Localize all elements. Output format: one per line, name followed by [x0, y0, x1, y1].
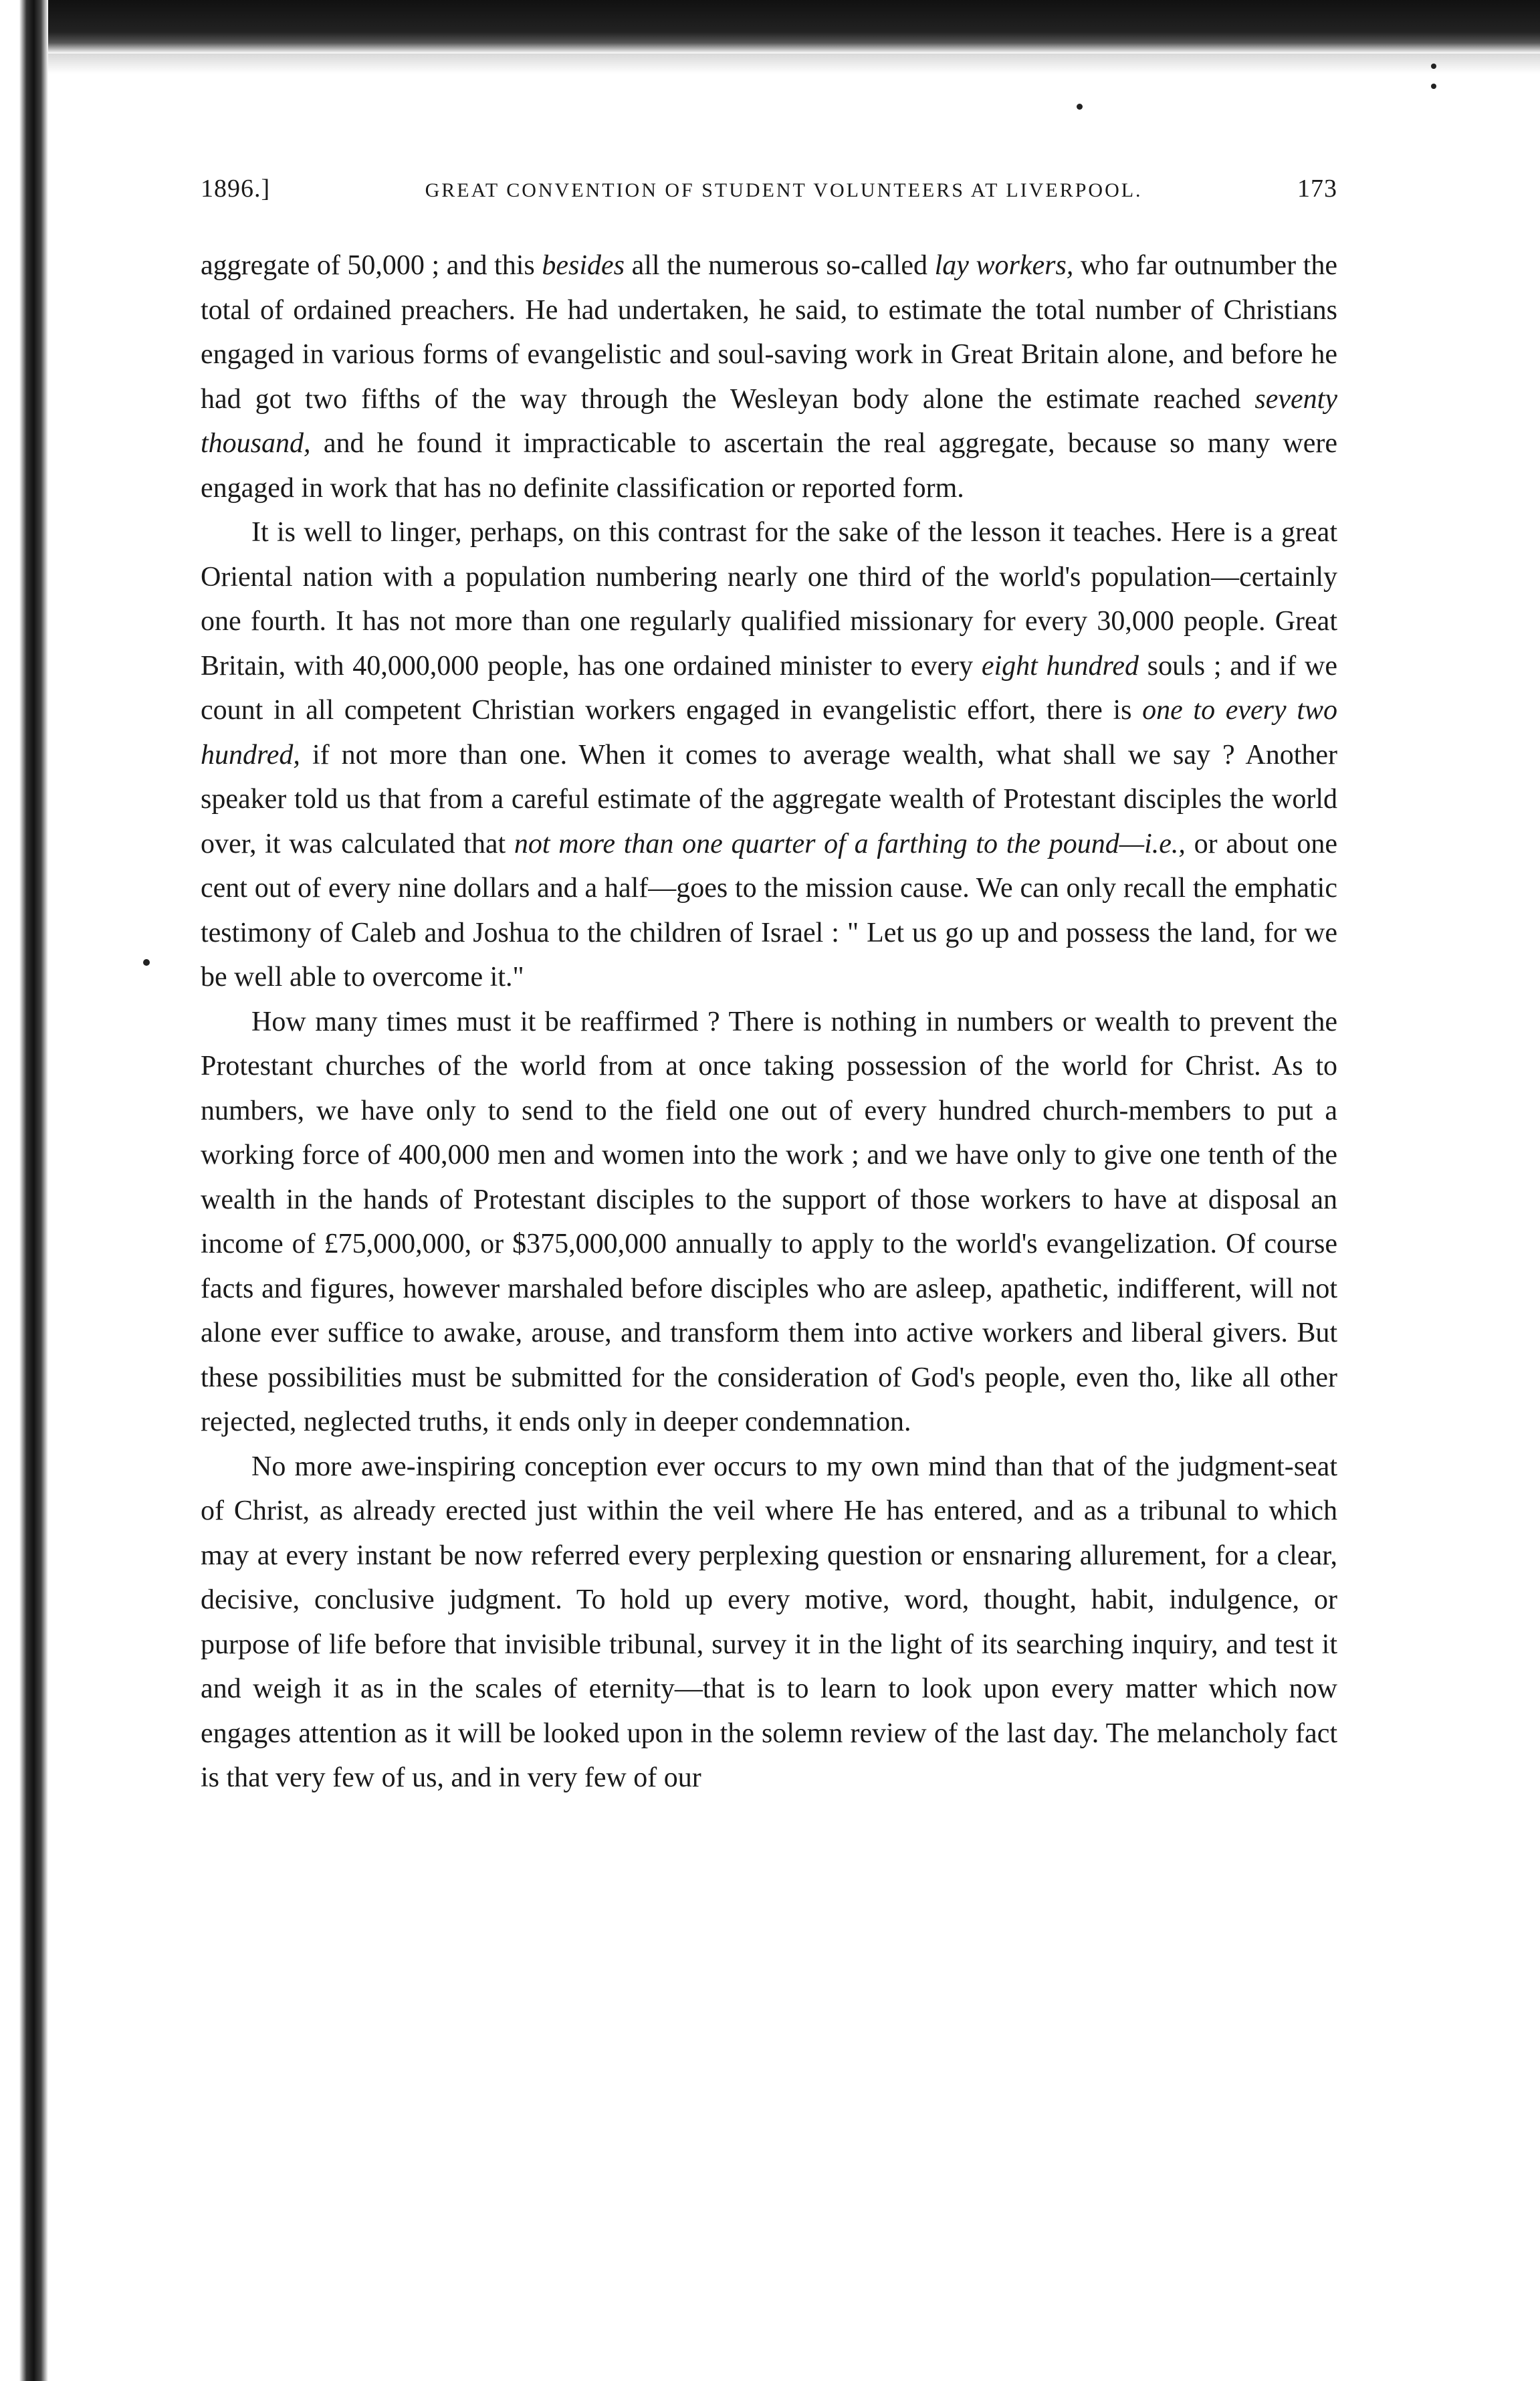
paragraph — [201, 243, 1337, 510]
running-head — [201, 174, 1337, 203]
paragraph — [201, 1000, 1337, 1445]
scan-edge-top — [0, 0, 1540, 54]
text-run: aggregate of 50,000 ; and this — [201, 250, 542, 281]
paragraph — [201, 510, 1337, 1000]
paragraph — [201, 1445, 1337, 1800]
text-run: How many times must it be reaffirmed ? There is nothing in numbers or wealth to prevent the Protestant churches of the world from at once taking possession of the world for Christ. As to numbers, we have only to send to the field one out of every hundred church-members to put a working force of 400,000 men and women into the work ; and we have only to give one tenth of the wealth in the hands of Protestant disciples to the support of those workers to have at disposal an income of £75,000,000, or $375,000,000 annually to apply to the world's evangelization. Of course facts and figures, however marshaled before disciples who are asleep, apathetic, indifferent, will not alone ever suffice to awake, arouse, and transform them into active workers and liberal givers. But these possibilities must be submitted for the consideration of God's people, even tho, like all other rejected, neglected truths, it ends only in deeper condemnation. — [201, 1006, 1337, 1437]
running-head-year: 1896.] — [201, 175, 271, 203]
text-run: or about one cent out of every nine dollars and a half—goes to the mission cause. We can only recall the emphatic testimony of Caleb and Joshua to the children of Israel : " Let us go up and possess the land, for we be well able to overcome it." — [201, 828, 1337, 993]
text-run: It is well to linger, perhaps, on this contrast for the sake of the lesson it teaches. Here is a great Oriental nation with a population numbering nearly one third of the world's population—certainly one fourth. It has not more than one regularly qualified missionary for every 30,000 people. Great Britain, with 40,000,000 people, has one ordained minister to every — [201, 517, 1337, 682]
scan-speck — [1431, 84, 1436, 89]
running-head-title: GREAT CONVENTION OF STUDENT VOLUNTEERS AT LIVERPOOL. — [425, 179, 1143, 201]
scan-edge-left — [0, 0, 48, 2381]
text-run: souls ; and if we count in all competent Christian workers engaged in evangelistic effort, there is — [201, 650, 1337, 726]
italic-text: not more than one quarter of a farthing to the pound—i.e., — [514, 828, 1186, 859]
text-run: if not more than one. When it comes to average wealth, what shall we say ? Another speaker told us that from a careful estimate of the aggregate wealth of Protestant disciples the world over, it was calculated that — [201, 739, 1337, 859]
text-run: No more awe-inspiring conception ever occurs to my own mind than that of the judgment-seat of Christ, as already erected just within the veil where He has entered, and as a tribunal to which may at every instant be now referred every perplexing question or ensnaring allurement, for a clear, decisive, conclusive judgment. To hold up every motive, word, thought, habit, indulgence, or purpose of life before that invisible tribunal, survey it in the light of its searching inquiry, and test it and weigh it as in the scales of eternity—that is to learn to look upon every matter which now engages attention as it will be looked upon in the solemn review of the last day. The melancholy fact is that very few of us, and in very few of our — [201, 1451, 1337, 1793]
scan-speck — [1431, 64, 1436, 69]
page — [201, 174, 1337, 1800]
scan-speck — [143, 959, 150, 966]
scan-shadow — [48, 54, 1540, 74]
italic-text: besides — [542, 250, 625, 281]
italic-text: seventy thousand, — [201, 383, 1337, 459]
text-run: all the numerous so-called — [625, 250, 935, 281]
page-number: 173 — [1297, 175, 1337, 203]
text-run: who far outnumber the total of ordained preachers. He had undertaken, he said, to estimate the total number of Christians engaged in various forms of evangelistic and soul-saving work in Great Britain alone, and before he had got two fifths of the way through the Wesleyan body alone the estimate reached — [201, 250, 1337, 415]
body-text — [201, 243, 1337, 1800]
italic-text: one to every two hundred, — [201, 695, 1337, 770]
scan-speck — [1077, 104, 1083, 110]
text-run: and he found it impracticable to ascertain the real aggregate, because so many were engaged in work that has no definite classification or reported form. — [201, 428, 1337, 504]
italic-text: eight hundred — [981, 650, 1139, 682]
italic-text: lay workers, — [934, 250, 1074, 281]
